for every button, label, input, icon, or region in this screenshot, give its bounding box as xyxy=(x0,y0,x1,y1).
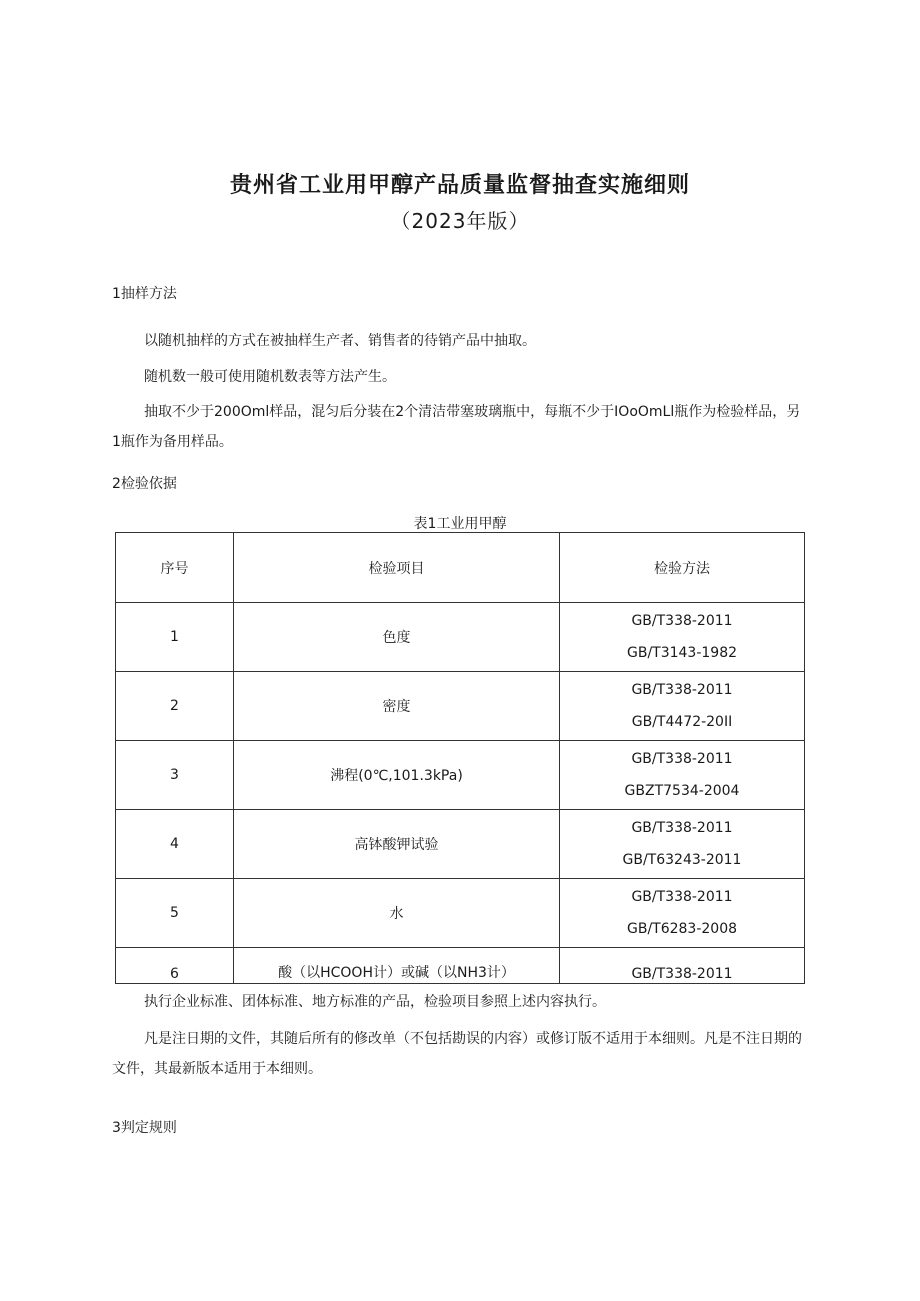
table-caption: 表1工业用甲醇 xyxy=(413,516,507,532)
inspection-methods xyxy=(560,948,805,984)
inspection-item: 色度 xyxy=(234,603,560,672)
inspection-table xyxy=(115,532,805,984)
row-number: 6 xyxy=(116,948,234,984)
method-standard: GB/T338-2011 xyxy=(631,889,733,905)
table-row xyxy=(116,879,805,948)
inspection-item: 酸（以HCOOH计）或碱（以NH3计） xyxy=(234,948,560,984)
method-standard: GB/T3143-1982 xyxy=(626,645,738,661)
method-standard: GBZT7534-2004 xyxy=(624,783,740,799)
inspection-methods xyxy=(560,810,805,879)
section-2-paragraph: 执行企业标准、团体标准、地方标准的产品，检验项目参照上述内容执行。 xyxy=(144,994,606,1010)
method-standard: GB/T338-2011 xyxy=(631,966,733,982)
inspection-item: 高钵酸钾试验 xyxy=(234,810,560,879)
document-title: 贵州省工业用甲醇产品质量监督抽查实施细则 xyxy=(229,173,690,198)
inspection-methods xyxy=(560,741,805,810)
row-number: 3 xyxy=(116,741,234,810)
document-subtitle: （2023年版） xyxy=(390,209,530,233)
section-3-heading: 3判定规则 xyxy=(112,1120,177,1136)
inspection-methods xyxy=(560,603,805,672)
inspection-item: 水 xyxy=(234,879,560,948)
method-standard: GB/T338-2011 xyxy=(631,820,733,836)
table-row xyxy=(116,603,805,672)
method-standard: GB/T338-2011 xyxy=(631,751,733,767)
table-header-row xyxy=(116,533,805,603)
method-standard: GB/T4472-20II xyxy=(631,714,733,730)
table-row xyxy=(116,810,805,879)
column-header-item: 检验项目 xyxy=(234,533,560,603)
method-standard: GB/T6283-2008 xyxy=(626,921,738,937)
section-1-heading: 1抽样方法 xyxy=(112,286,177,302)
table-row xyxy=(116,948,805,984)
inspection-item: 沸程(0℃,101.3kPa) xyxy=(234,741,560,810)
section-2-heading: 2检验依据 xyxy=(112,476,177,492)
inspection-methods xyxy=(560,672,805,741)
method-standard: GB/T338-2011 xyxy=(631,682,733,698)
section-1-paragraph: 抽取不少于200Oml样品，混匀后分装在2个清洁带塞玻璃瓶中，每瓶不少于IOoOmLl瓶作为检验样品，另1瓶作为备用样品。 xyxy=(112,404,801,450)
row-number: 4 xyxy=(116,810,234,879)
row-number: 2 xyxy=(116,672,234,741)
row-number: 5 xyxy=(116,879,234,948)
inspection-methods xyxy=(560,879,805,948)
section-1-paragraph: 以随机抽样的方式在被抽样生产者、销售者的待销产品中抽取。 xyxy=(144,333,536,349)
section-2-paragraph: 凡是注日期的文件，其随后所有的修改单（不包括勘误的内容）或修订版不适用于本细则。凡是不注日期的文件，其最新版本适用于本细则。 xyxy=(112,1031,802,1077)
table-row xyxy=(116,741,805,810)
table-row xyxy=(116,672,805,741)
column-header-method: 检验方法 xyxy=(560,533,805,603)
method-standard: GB/T63243-2011 xyxy=(622,852,742,868)
section-1-paragraph: 随机数一般可使用随机数表等方法产生。 xyxy=(144,369,396,385)
method-standard: GB/T338-2011 xyxy=(631,613,733,629)
row-number: 1 xyxy=(116,603,234,672)
column-header-no: 序号 xyxy=(116,533,234,603)
inspection-item: 密度 xyxy=(234,672,560,741)
